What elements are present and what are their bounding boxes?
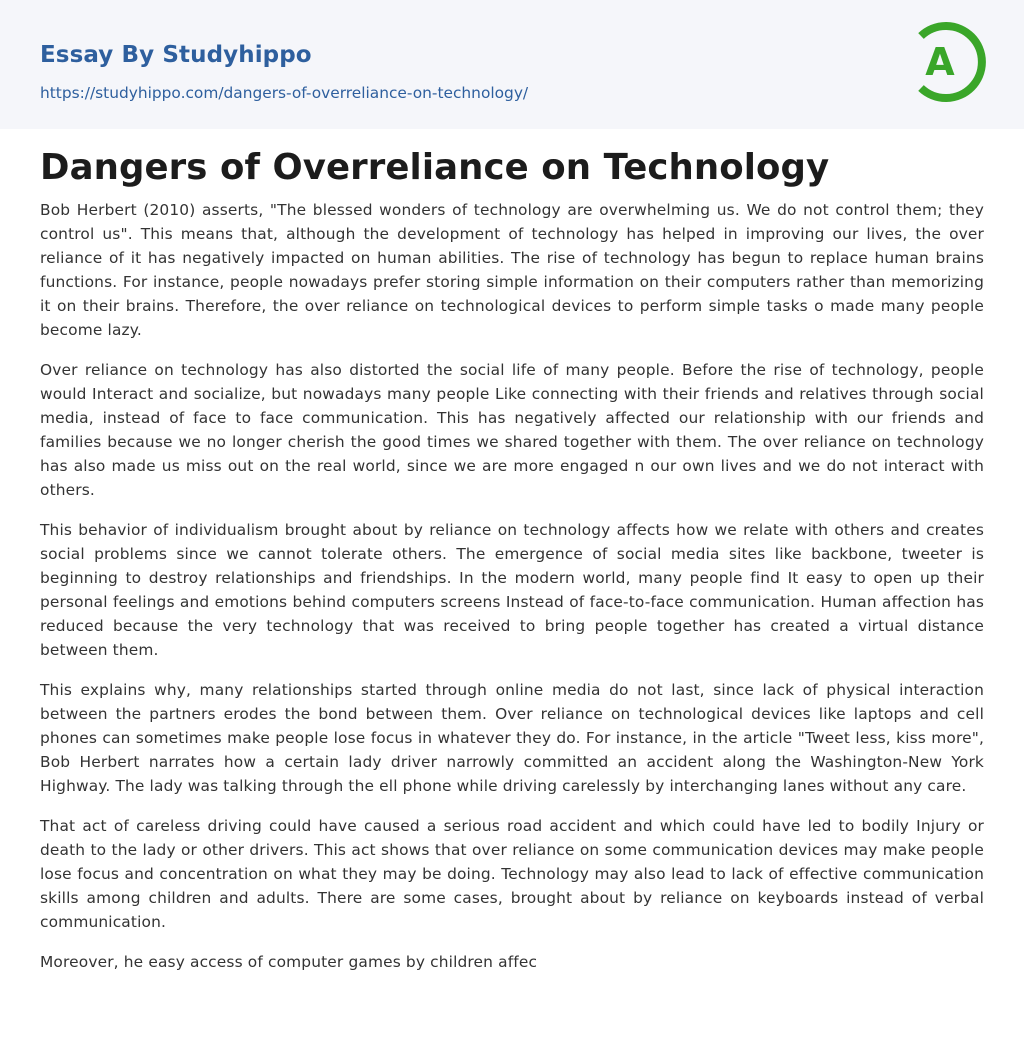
paragraph: This explains why, many relationships started through online media do not last, since lack of physical interaction between the partners erodes the bond between them. Over reliance on technological devices like laptops and cell phones can sometimes make people lose focus in whatever they do. For instance, in the article "Tweet less, kiss more", Bob Herbert narrates how a certain lady driver narrowly committed an accident along the Washington-New York Highway. The lady was talking through the ell phone while driving carelessly by interchanging lanes without any care. [40, 681, 984, 795]
paragraph: This behavior of individualism brought about by reliance on technology affects how we relate with others and creates social problems since we cannot tolerate others. The emergence of social media sites like backbone, tweeter is beginning to destroy relationships and friendships. In the modern world, many people find It easy to open up their personal feelings and emotions behind computers screens Instead of face-to-face communication. Human affection has reduced because the very technology that was received to bring people together has created a virtual distance between them. [40, 521, 984, 659]
paragraph: Over reliance on technology has also distorted the social life of many people. Before the rise of technology, people would Interact and socialize, but nowadays many people Like connecting with their friends and relatives through social media, instead of face to face communication. This has negatively affected our relationship with our friends and families because we no longer cherish the good times we shared together with them. The over reliance on technology has also made us miss out on the real world, since we are more engaged n our own lives and we do not interact with others. [40, 361, 984, 499]
article-title: Dangers of Overreliance on Technology [40, 147, 830, 188]
paragraph: Bob Herbert (2010) asserts, "The blessed wonders of technology are overwhelming us. We do not control them; they control us". This means that, although the development of technology has helped in improving our lives, the over reliance of it has negatively impacted on human abilities. The rise of technology has begun to replace human brains functions. For instance, people nowadays prefer storing simple information on their computers rather than memorizing it on their brains. Therefore, the over reliance on technological devices to perform simple tasks o made many people become lazy. [40, 201, 984, 339]
logo-letter: A [925, 40, 955, 84]
studyhippo-logo-icon[interactable] [912, 18, 988, 106]
source-url-link[interactable]: https://studyhippo.com/dangers-of-overreliance-on-technology/ [40, 84, 529, 102]
site-header [0, 0, 1024, 129]
article [40, 144, 984, 990]
paragraph: Moreover, he easy access of computer games by children affec [40, 953, 538, 971]
paragraph: That act of careless driving could have caused a serious road accident and which could have led to bodily Injury or death to the lady or other drivers. This act shows that over reliance on some communication devices may make people lose focus and concentration on what they may be doing. Technology may also lead to lack of effective communication skills among children and adults. There are some cases, brought about by reliance on keyboards instead of verbal communication. [40, 817, 984, 931]
brand-title: Essay By Studyhippo [40, 42, 312, 68]
